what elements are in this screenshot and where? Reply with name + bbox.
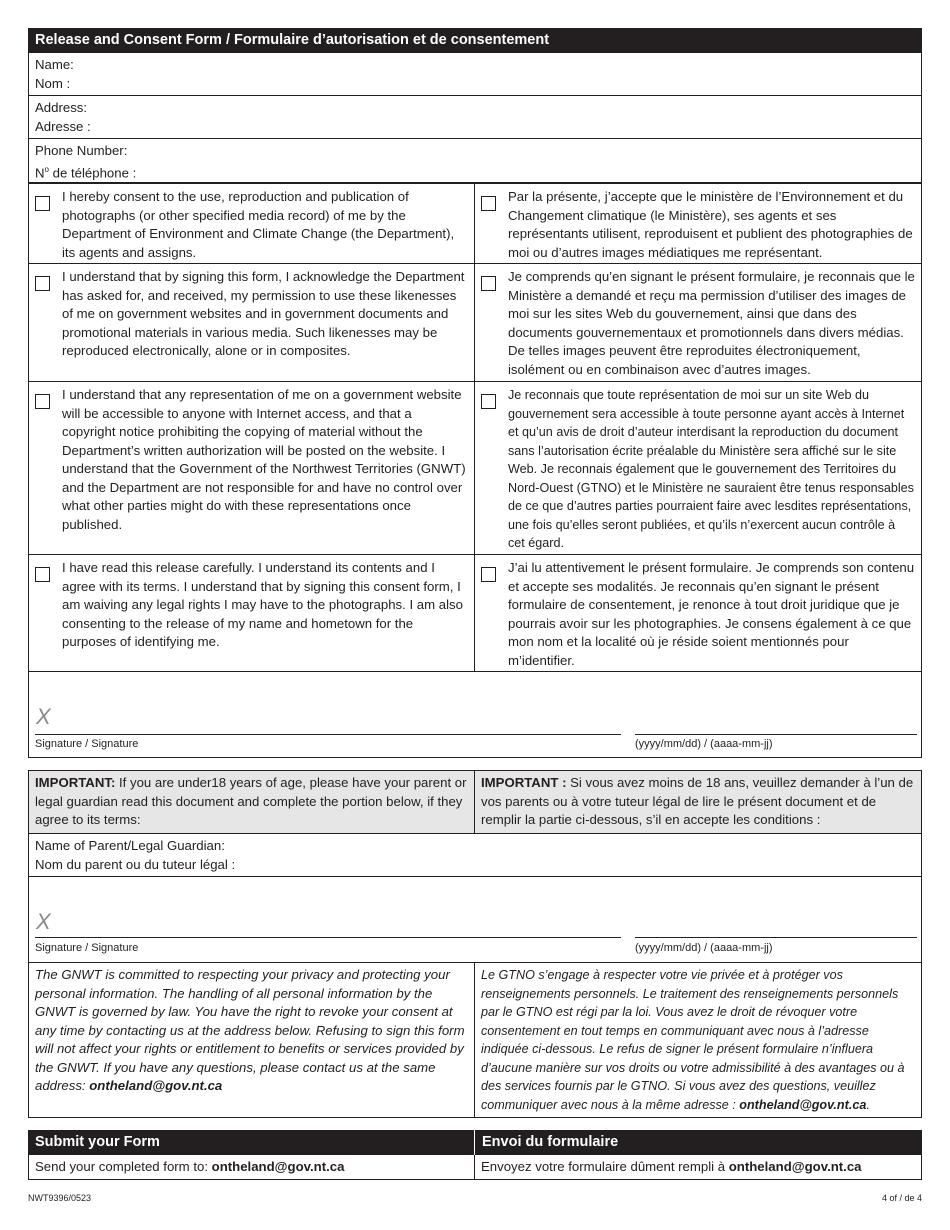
privacy-email-fr[interactable]: ontheland@gov.nt.ca bbox=[739, 1097, 867, 1112]
privacy-text-en: The GNWT is committed to respecting your privacy and protecting your personal information. The handling of all personal information by the GNWT is governed by law. You have the right to revoke your consent at any time by contacting us at the address below. Refusing to sign this form will not affect your rights or entitlement to benefits or services provided by the GNWT. If you have any questions, please contact us at the same address: bbox=[35, 967, 465, 1093]
consent-text-2-fr: Je comprends qu’en signant le présent formulaire, je reconnais que le Ministère a demandé et reçu ma permission d’utiliser des images de moi sur les sites Web du gouvernement, ainsi que dans des documents gouvernementaux et promotionnels dans divers médias. De telles images peuvent être reproduites électroniquement, isolément ou en combinaison avec d’autres images. bbox=[508, 269, 915, 377]
guardian-label-fr: Nom du parent ou du tuteur légal : bbox=[35, 856, 236, 872]
submit-text-fr: Envoyez votre formulaire dûment rempli à bbox=[481, 1159, 729, 1174]
consent-checkbox-1-fr[interactable] bbox=[481, 196, 496, 211]
consent-checkbox-3-en[interactable] bbox=[35, 394, 50, 409]
consent-item-fr bbox=[475, 184, 921, 263]
consent-checkbox-2-fr[interactable] bbox=[481, 276, 496, 291]
submit-text-en-cell bbox=[29, 1155, 475, 1179]
address-label-en: Address: bbox=[35, 100, 88, 115]
guardian-signature-label: Signature / Signature bbox=[35, 942, 139, 954]
submit-text-en: Send your completed form to: bbox=[35, 1159, 212, 1174]
address-field[interactable] bbox=[29, 96, 921, 139]
signature-label: Signature / Signature bbox=[35, 738, 139, 750]
phone-label-fr-rest: de téléphone : bbox=[48, 164, 137, 180]
important-label-fr: IMPORTANT : bbox=[481, 775, 567, 790]
submit-header bbox=[28, 1130, 922, 1155]
guardian-name-field[interactable] bbox=[28, 834, 922, 877]
consent-row bbox=[28, 183, 922, 264]
important-text-fr: Si vous avez moins de 18 ans, veuillez demander à l’un de vos parents ou à votre tuteur légal de lire le présent document et de remplir la partie ci-dessous, s’il en accepte les conditions : bbox=[481, 775, 914, 827]
consent-row bbox=[28, 382, 922, 555]
signature-x-mark: X bbox=[36, 704, 51, 729]
name-label-fr: Nom : bbox=[35, 75, 71, 91]
privacy-end-fr: . bbox=[866, 1097, 870, 1112]
consent-checkbox-3-fr[interactable] bbox=[481, 394, 496, 409]
form-title: Release and Consent Form / Formulaire d’autorisation et de consentement bbox=[28, 28, 922, 53]
personal-info-section bbox=[28, 53, 922, 183]
privacy-notice bbox=[28, 963, 922, 1118]
guardian-signature-section[interactable] bbox=[28, 877, 922, 963]
important-notice-fr bbox=[475, 771, 921, 833]
consent-text-4-en: I have read this release carefully. I understand its contents and I agree with its terms. I understand that by signing this consent form, I am waiving any legal rights I may have to the photographs. I am also consenting to the release of my name and hometown for the purposes of identifying me. bbox=[62, 560, 463, 649]
privacy-notice-fr bbox=[475, 963, 921, 1117]
consent-item-fr bbox=[475, 264, 921, 381]
submit-title-fr: Envoi du formulaire bbox=[475, 1130, 922, 1155]
consent-checkbox-1-en[interactable] bbox=[35, 196, 50, 211]
phone-field[interactable] bbox=[29, 139, 921, 182]
consent-item-en bbox=[29, 264, 475, 381]
consent-checkbox-2-en[interactable] bbox=[35, 276, 50, 291]
consent-row bbox=[28, 555, 922, 672]
consent-checkbox-4-en[interactable] bbox=[35, 567, 50, 582]
consent-text-3-en: I understand that any representation of me on a government website will be accessible to anyone with Internet access, and that a copyright notice prohibiting the copying of material without the Department’s written authorization will be posted on the website. I understand that the Government of the Northwest Territories (GNWT) and the Department are not responsible for and have no control over what other parties might do with these representations once published. bbox=[62, 387, 466, 532]
submit-email-fr[interactable]: ontheland@gov.nt.ca bbox=[728, 1159, 862, 1174]
consent-item-fr bbox=[475, 382, 921, 554]
consent-item-en bbox=[29, 184, 475, 263]
consent-text-1-en: I hereby consent to the use, reproduction and publication of photographs (or other specified media record) of me by the Department of Environment and Climate Change (the Department), its agents and assigns. bbox=[62, 189, 455, 260]
phone-label-fr-prefix: N bbox=[35, 164, 45, 180]
important-label-en: IMPORTANT: bbox=[35, 775, 116, 790]
consent-text-4-fr: J’ai lu attentivement le présent formulaire. Je comprends son contenu et accepte ses modalités. Je reconnais qu’en signant le présent formulaire de consentement, je renonce à tout droit juridique que je pourrais avoir sur les photographies. Je consens également à ce que mon nom et la localité où je réside soient mentionnés pour m’identifier. bbox=[508, 560, 915, 668]
important-text-en: If you are under18 years of age, please have your parent or legal guardian read this document and complete the portion below, if they agree to its terms: bbox=[35, 775, 467, 827]
phone-label-fr bbox=[35, 161, 915, 183]
signature-section[interactable] bbox=[28, 672, 922, 758]
consent-item-en bbox=[29, 382, 475, 554]
submit-body bbox=[28, 1155, 922, 1180]
consent-item-en bbox=[29, 555, 475, 671]
consent-row bbox=[28, 264, 922, 382]
phone-label-fr-sup: o bbox=[44, 164, 49, 174]
page-number: 4 of / de 4 bbox=[881, 1193, 922, 1203]
guardian-signature-x-mark: X bbox=[36, 909, 51, 934]
submit-email-en[interactable]: ontheland@gov.nt.ca bbox=[211, 1159, 345, 1174]
important-notice-en bbox=[29, 771, 475, 833]
date-label: (yyyy/mm/dd) / (aaaa-mm-jj) bbox=[635, 738, 773, 750]
consent-text-1-fr: Par la présente, j’accepte que le ministère de l’Environnement et du Changement climatique (le Ministère), ses agents et ses représentants utilisent, reproduisent et publient des photographies de moi ou d’autres images médiatiques me représentant. bbox=[508, 189, 913, 260]
privacy-email-en[interactable]: ontheland@gov.nt.ca bbox=[89, 1078, 223, 1093]
guardian-signature-line bbox=[35, 937, 621, 938]
submit-text-fr-cell bbox=[475, 1155, 921, 1179]
consent-text-3-fr: Je reconnais que toute représentation de moi sur un site Web du gouvernement sera accessible à toute personne ayant accès à Internet et qu’un avis de droit d’auteur interdisant la reproduction du document sans l’autorisation écrite préalable du Ministère sera affiché sur le site Web. Je reconnais également que le gouvernement des Territoires du Nord-Ouest (GTNO) et le Ministère ne sauraient être tenus responsables de ce que d’autres parties pourraient faire avec lesdites représentations, une fois qu’elles seront publiées, et qu’ils n’exercent aucun contrôle à cet égard. bbox=[508, 388, 914, 550]
consent-item-fr bbox=[475, 555, 921, 671]
form-number: NWT9396/0523 bbox=[28, 1193, 92, 1203]
phone-label-en: Phone Number: bbox=[35, 143, 128, 158]
submit-title-en: Submit your Form bbox=[28, 1130, 475, 1155]
name-field[interactable] bbox=[29, 53, 921, 96]
consent-checkbox-4-fr[interactable] bbox=[481, 567, 496, 582]
name-label-en: Name: bbox=[35, 57, 74, 72]
guardian-date-line bbox=[635, 937, 917, 938]
privacy-text-fr: Le GTNO s’engage à respecter votre vie privée et à protéger vos renseignements personnels. Le traitement des renseignements personnels par le GTNO est régi par la loi. Vous avez le droit de révoquer votre consentement en tout temps en communiquant avec nous à l’adresse indiquée ci-dessous. Le refus de signer le présent formulaire n’influera d’aucune manière sur vos droits ou votre admissibilité à des avantages ou à des services fournis par le GTNO. Si vous avez des questions, veuillez communiquer avec nous à la même adresse : bbox=[481, 968, 905, 1112]
signature-line bbox=[35, 734, 621, 735]
guardian-label-en: Name of Parent/Legal Guardian: bbox=[35, 838, 225, 853]
date-line bbox=[635, 734, 917, 735]
privacy-notice-en bbox=[29, 963, 475, 1117]
consent-form bbox=[28, 28, 922, 1180]
consent-text-2-en: I understand that by signing this form, I acknowledge the Department has asked for, and received, my permission to use these likenesses of me on government websites and in government documents and promotional materials in various media. Such likenesses may be reproduced electronically, alone or in composites. bbox=[62, 269, 465, 358]
guardian-date-label: (yyyy/mm/dd) / (aaaa-mm-jj) bbox=[635, 942, 773, 954]
important-notice bbox=[28, 770, 922, 834]
address-label-fr: Adresse : bbox=[35, 118, 91, 134]
